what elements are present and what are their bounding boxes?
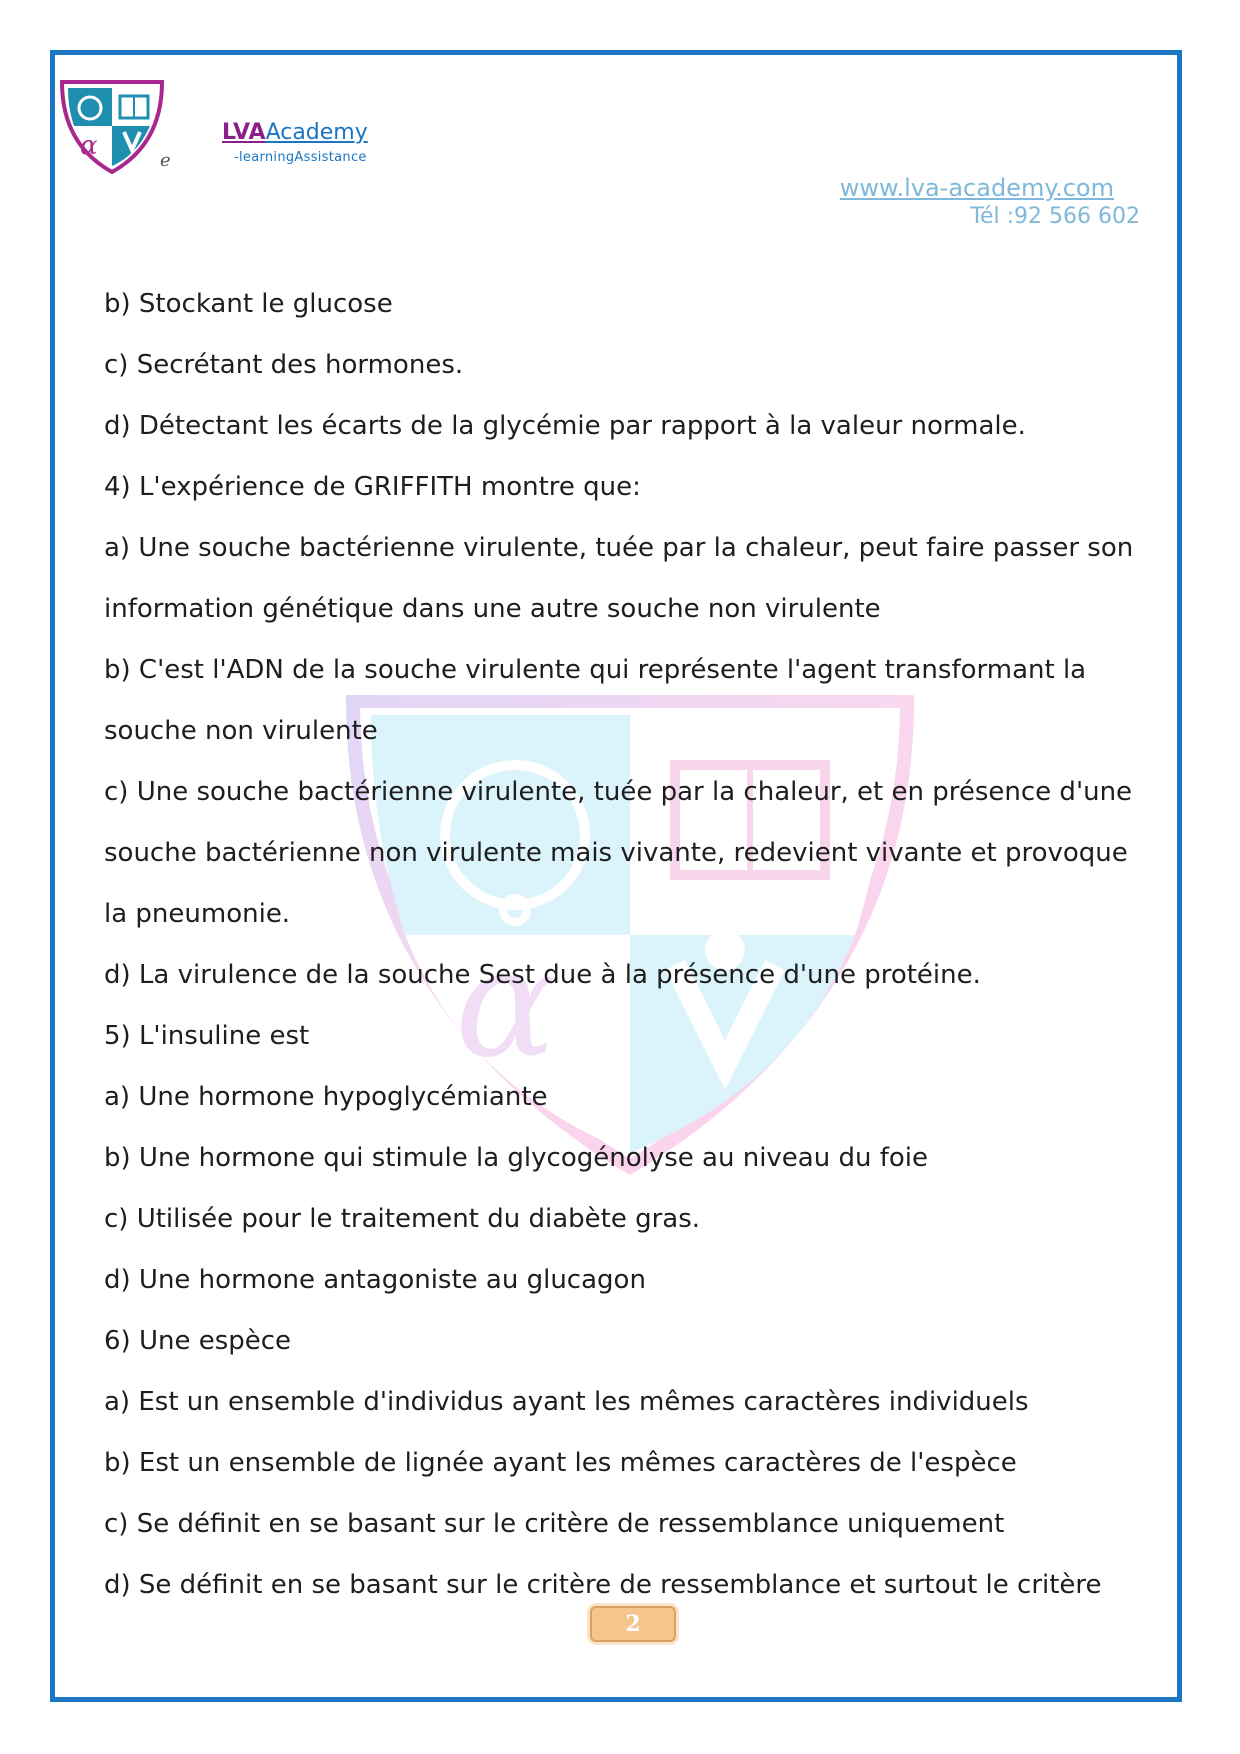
text-line: d) La virulence de la souche Sest due à la présence d'une protéine. bbox=[104, 960, 981, 990]
text-line: c) Se définit en se basant sur le critère de ressemblance uniquement bbox=[104, 1509, 1005, 1539]
lva-shield-logo-icon bbox=[58, 80, 168, 175]
text-line: souche non virulente bbox=[104, 716, 378, 746]
text-line: a) Une hormone hypoglycémiante bbox=[104, 1082, 548, 1112]
text-line: a) Est un ensemble d'individus ayant les mêmes caractères individuels bbox=[104, 1387, 1029, 1417]
svg-text:α: α bbox=[80, 131, 98, 161]
text-line: la pneumonie. bbox=[104, 899, 291, 929]
brand-name bbox=[222, 120, 368, 146]
text-line: a) Une souche bactérienne virulente, tuée par la chaleur, peut faire passer son bbox=[104, 533, 1134, 563]
question-text bbox=[104, 274, 1184, 1616]
text-line: b) C'est l'ADN de la souche virulente qui représente l'agent transformant la bbox=[104, 655, 1087, 685]
question-heading: 4) L'expérience de GRIFFITH montre que: bbox=[104, 472, 641, 502]
text-line: d) Une hormone antagoniste au glucagon bbox=[104, 1265, 646, 1295]
page-number-badge: 2 bbox=[590, 1606, 676, 1642]
phone-number: Tél :92 566 602 bbox=[970, 204, 1140, 229]
text-line: information génétique dans une autre souche non virulente bbox=[104, 594, 881, 624]
question-heading: 5) L'insuline est bbox=[104, 1021, 310, 1051]
text-line: c) Une souche bactérienne virulente, tuée par la chaleur, et en présence d'une bbox=[104, 777, 1133, 807]
text-line: souche bactérienne non virulente mais vivante, redevient vivante et provoque bbox=[104, 838, 1128, 868]
text-line: b) Est un ensemble de lignée ayant les mêmes caractères de l'espèce bbox=[104, 1448, 1017, 1478]
website-link[interactable]: www.lva-academy.com bbox=[839, 174, 1114, 202]
text-line: b) Stockant le glucose bbox=[104, 289, 393, 319]
svg-text:α: α bbox=[455, 917, 557, 1091]
brand-lva: LVA bbox=[222, 120, 266, 145]
question-heading: 6) Une espèce bbox=[104, 1326, 292, 1356]
brand bbox=[222, 120, 368, 165]
text-line: d) Se définit en se basant sur le critère de ressemblance et surtout le critère bbox=[104, 1570, 1102, 1600]
contact-info bbox=[839, 173, 1140, 231]
brand-tagline: -learningAssistance bbox=[234, 150, 367, 165]
brand-academy: Academy bbox=[265, 120, 368, 145]
logo-letter: e bbox=[160, 150, 171, 171]
text-line: b) Une hormone qui stimule la glycogénolyse au niveau du foie bbox=[104, 1143, 929, 1173]
text-line: c) Utilisée pour le traitement du diabète gras. bbox=[104, 1204, 701, 1234]
text-line: c) Secrétant des hormones. bbox=[104, 350, 464, 380]
text-line: d) Détectant les écarts de la glycémie par rapport à la valeur normale. bbox=[104, 411, 1026, 441]
